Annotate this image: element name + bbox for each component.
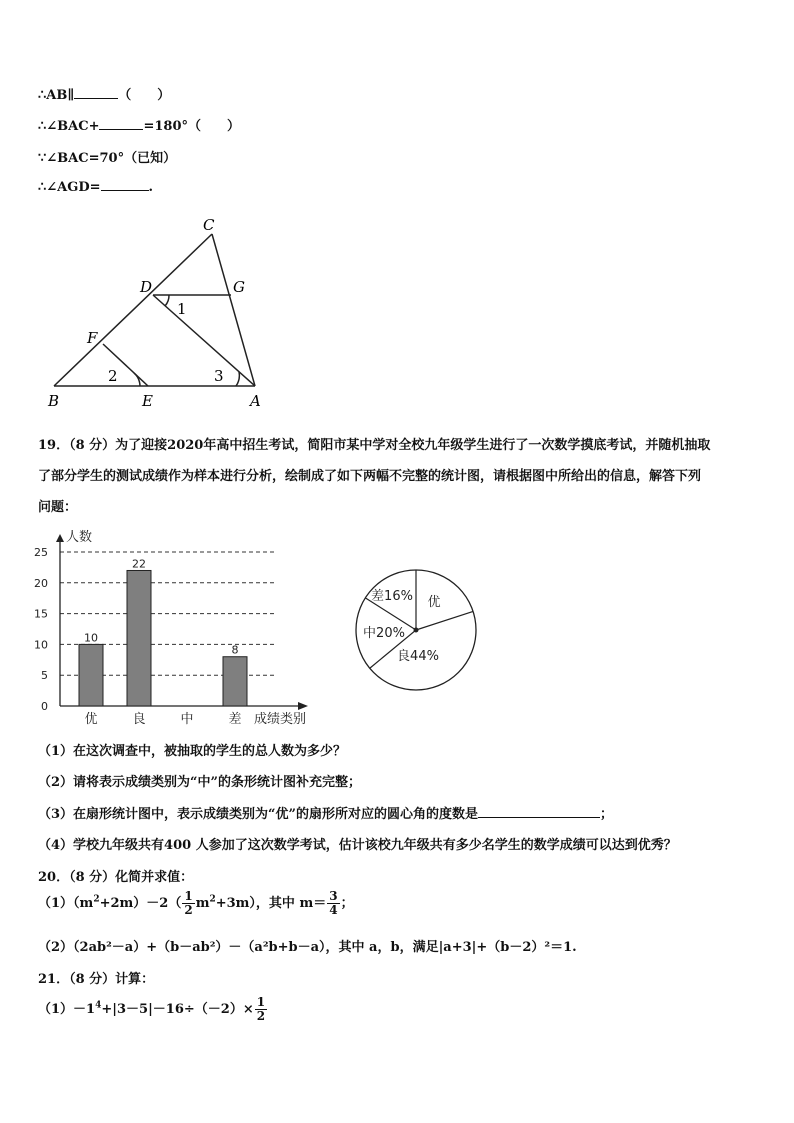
q19-sub-2: （2）请将表示成绩类别为“中”的条形统计图补充完整； — [38, 775, 362, 790]
x-axis-title: 成绩类别 — [254, 712, 307, 727]
point-label-G: G — [233, 278, 245, 296]
pie-slice-label: 良44% — [397, 649, 439, 664]
superscript: 4 — [95, 1000, 102, 1011]
angle-1-arc — [165, 295, 169, 306]
q19-line-1: 19．（8 分）为了迎接2020年高中招生考试，简阳市某中学对全校九年级学生进行了一次数学摸底考试，并随机抽取 — [38, 438, 711, 453]
y-tick-label: 5 — [41, 669, 48, 683]
fraction-half — [255, 996, 267, 1023]
proof-line-1-prefix: ∴AB∥ — [38, 88, 75, 103]
proof-line-3-text: ∵∠BAC=70°（已知） — [38, 151, 177, 166]
proof-line-2 — [38, 115, 240, 134]
q19-sub-3-text: （3）在扇形统计图中，表示成绩类别为“优”的扇形所对应的圆心角的度数是 — [38, 807, 479, 822]
q20-p1-text: +3m），其中 m＝ — [215, 896, 327, 911]
bar-chart — [28, 522, 328, 732]
q21-title: 21．（8 分）计算： — [38, 972, 155, 987]
q20-p1-text: +2m）－2（ — [99, 896, 182, 911]
proof-line-4-suffix: . — [148, 180, 154, 195]
proof-line-4 — [38, 178, 153, 195]
y-tick-label: 15 — [34, 607, 48, 621]
bar — [79, 644, 103, 706]
q19-sub-3-suffix: ； — [600, 807, 614, 822]
q19-line-3: 问题： — [38, 500, 78, 515]
segment-BC — [54, 234, 212, 386]
x-tick-label: 差 — [228, 712, 242, 727]
proof-line-1 — [38, 84, 170, 103]
q20-p1-text: ； — [340, 896, 354, 911]
point-label-B: B — [48, 392, 60, 410]
q20-p1-text: （1）（m — [38, 896, 94, 911]
fraction-numerator: 1 — [184, 889, 193, 903]
fraction-half — [182, 890, 194, 917]
fraction-numerator: 3 — [329, 889, 338, 903]
point-label-A: A — [250, 392, 261, 410]
geometry-figure — [40, 210, 280, 415]
proof-line-1-suffix: （ ） — [118, 88, 171, 103]
angle-label-3: 3 — [214, 367, 224, 385]
q19-line-2: 了部分学生的测试成绩作为样本进行分析，绘制成了如下两幅不完整的统计图，请根据图中所给出的信息，解答下列 — [38, 469, 702, 484]
y-tick-label: 20 — [34, 576, 48, 590]
y-axis-title: 人数 — [66, 530, 93, 545]
segment-CA — [212, 234, 255, 386]
y-tick-label: 10 — [34, 638, 48, 652]
angle-3-arc — [236, 372, 239, 386]
q19-text — [38, 430, 758, 523]
answer-blank[interactable] — [74, 86, 118, 99]
y-axis-arrow — [56, 534, 64, 542]
fraction-numerator: 1 — [256, 995, 266, 1009]
point-label-C: C — [203, 216, 215, 234]
proof-line-4-prefix: ∴∠AGD= — [38, 180, 101, 195]
superscript: 2 — [93, 894, 100, 905]
q20-part-2: （2）（2ab²－a）+（b－ab²）－（a²b+b－a），其中 a，b，满足|a+3|+（b－2）²＝1. — [38, 940, 577, 955]
fraction-denominator: 2 — [184, 903, 193, 917]
pie-chart — [346, 560, 486, 700]
q19-sub-4: （4）学校九年级共有400 人参加了这次数学考试，估计该校九年级共有多少名学生的数学成绩可以达到优秀？ — [38, 838, 677, 853]
fraction-m-value — [327, 890, 339, 917]
q20-p1-text: m — [195, 896, 210, 911]
bar — [127, 570, 151, 706]
q21-p1-text: +|3－5|－16÷（－2）× — [101, 1002, 254, 1017]
proof-line-2-suffix: =180°（ ） — [143, 119, 241, 134]
point-label-F: F — [87, 329, 98, 347]
superscript: 2 — [209, 894, 216, 905]
q19-sub-1: （1）在这次调查中，被抽取的学生的总人数为多少？ — [38, 744, 347, 759]
q21-part-1 — [38, 996, 268, 1023]
y-tick-label: 0 — [41, 700, 48, 713]
fraction-denominator: 4 — [329, 903, 338, 917]
answer-blank[interactable] — [478, 805, 600, 818]
data-label: 22 — [132, 557, 146, 571]
x-tick-label: 优 — [84, 712, 98, 727]
pie-slice-label: 差16% — [371, 589, 413, 604]
y-tick-label: 25 — [34, 546, 48, 559]
q20-title: 20．（8 分）化简并求值： — [38, 870, 194, 885]
data-label: 10 — [84, 631, 98, 645]
answer-blank[interactable] — [99, 117, 143, 130]
answer-blank[interactable] — [101, 178, 149, 191]
q21-p1-text: （1）－1 — [38, 1002, 96, 1017]
pie-slice-label: 中20% — [363, 626, 405, 641]
data-label: 8 — [231, 643, 239, 657]
angle-label-1: 1 — [177, 300, 187, 318]
proof-line-2-prefix: ∴∠BAC+ — [38, 119, 100, 134]
x-axis-arrow — [298, 702, 308, 710]
fraction-denominator: 2 — [256, 1009, 266, 1023]
x-tick-label: 良 — [132, 712, 146, 727]
point-label-E: E — [142, 392, 153, 410]
q19-sub-3 — [38, 803, 613, 822]
bar — [223, 657, 247, 706]
angle-label-2: 2 — [108, 367, 118, 385]
pie-center-dot — [414, 628, 419, 633]
x-tick-label: 中 — [180, 712, 194, 727]
q20-part-1 — [38, 890, 354, 917]
proof-line-3 — [38, 147, 176, 166]
pie-slice-label: 优 — [427, 595, 441, 610]
point-label-D: D — [140, 278, 153, 296]
